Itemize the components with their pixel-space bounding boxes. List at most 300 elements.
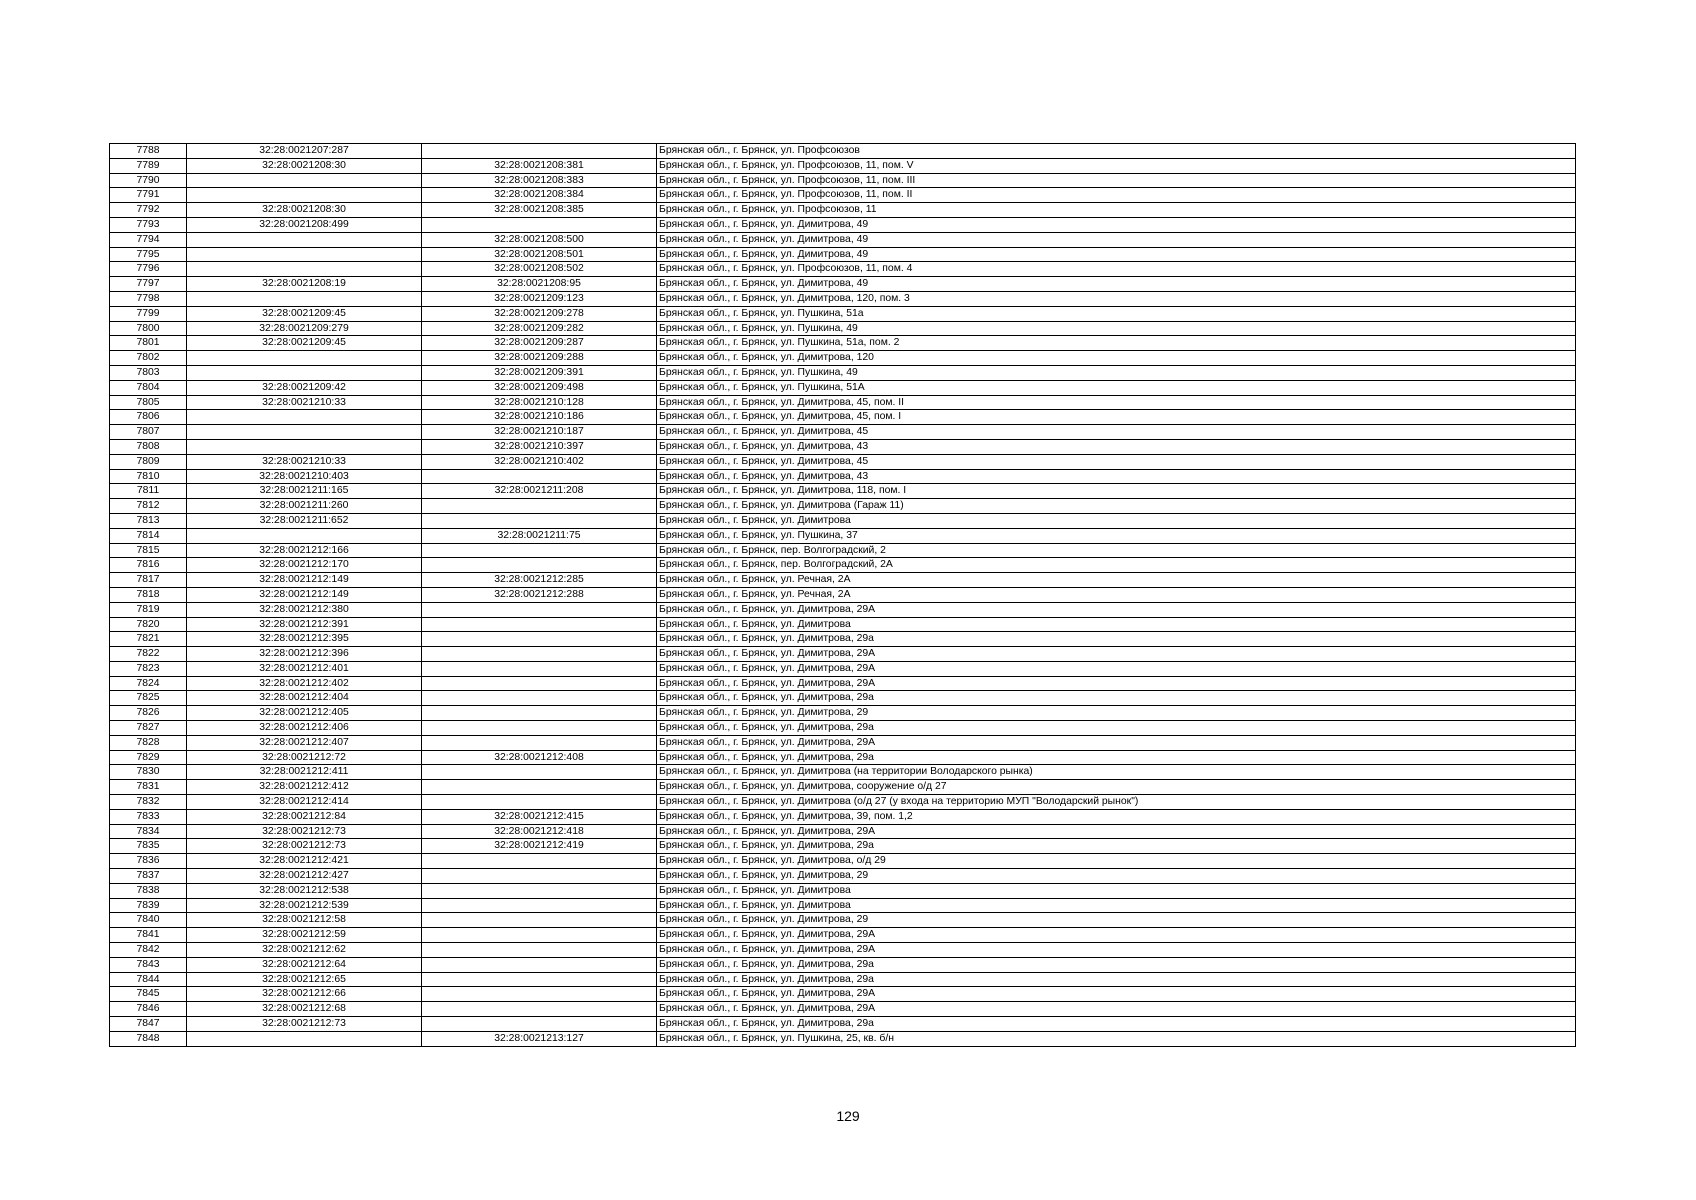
table-row <box>110 484 1576 499</box>
row-number-cell: 7846 <box>110 1002 187 1017</box>
table-row <box>110 336 1576 351</box>
row-number-cell: 7845 <box>110 987 187 1002</box>
cadastral-number-cell: 32:28:0021212:149 <box>187 573 422 588</box>
object-cadastral-number-cell <box>422 1017 657 1032</box>
row-number-cell: 7808 <box>110 439 187 454</box>
row-number-cell: 7820 <box>110 617 187 632</box>
cadastral-number-cell: 32:28:0021212:64 <box>187 957 422 972</box>
object-cadastral-number-cell: 32:28:0021208:502 <box>422 262 657 277</box>
table-row <box>110 839 1576 854</box>
object-cadastral-number-cell: 32:28:0021212:408 <box>422 750 657 765</box>
row-number-cell: 7818 <box>110 587 187 602</box>
cadastral-number-cell: 32:28:0021211:165 <box>187 484 422 499</box>
cadastral-number-cell: 32:28:0021212:166 <box>187 543 422 558</box>
cadastral-number-cell: 32:28:0021212:380 <box>187 602 422 617</box>
cadastral-number-cell: 32:28:0021212:407 <box>187 735 422 750</box>
address-cell: Брянская обл., г. Брянск, ул. Пушкина, 51А <box>657 380 1576 395</box>
row-number-cell: 7791 <box>110 188 187 203</box>
address-cell: Брянская обл., г. Брянск, ул. Димитрова, 29а <box>657 632 1576 647</box>
object-cadastral-number-cell: 32:28:0021211:75 <box>422 528 657 543</box>
object-cadastral-number-cell: 32:28:0021208:385 <box>422 203 657 218</box>
object-cadastral-number-cell <box>422 706 657 721</box>
row-number-cell: 7828 <box>110 735 187 750</box>
address-cell: Брянская обл., г. Брянск, ул. Профсоюзов, 11, пом. III <box>657 173 1576 188</box>
table-row <box>110 676 1576 691</box>
cadastral-number-cell <box>187 291 422 306</box>
address-cell: Брянская обл., г. Брянск, ул. Димитрова, 29А <box>657 647 1576 662</box>
address-cell: Брянская обл., г. Брянск, ул. Димитрова, 29А <box>657 661 1576 676</box>
row-number-cell: 7788 <box>110 144 187 159</box>
table-row <box>110 499 1576 514</box>
object-cadastral-number-cell: 32:28:0021210:397 <box>422 439 657 454</box>
object-cadastral-number-cell <box>422 543 657 558</box>
row-number-cell: 7831 <box>110 780 187 795</box>
table-row <box>110 943 1576 958</box>
table-row <box>110 144 1576 159</box>
object-cadastral-number-cell <box>422 647 657 662</box>
table-row <box>110 232 1576 247</box>
address-cell: Брянская обл., г. Брянск, ул. Димитрова, 29А <box>657 943 1576 958</box>
object-cadastral-number-cell: 32:28:0021208:381 <box>422 158 657 173</box>
object-cadastral-number-cell <box>422 558 657 573</box>
table-row <box>110 824 1576 839</box>
object-cadastral-number-cell: 32:28:0021210:128 <box>422 395 657 410</box>
cadastral-number-cell: 32:28:0021212:73 <box>187 1017 422 1032</box>
cadastral-number-cell: 32:28:0021209:42 <box>187 380 422 395</box>
cadastral-number-cell: 32:28:0021209:279 <box>187 321 422 336</box>
address-cell: Брянская обл., г. Брянск, ул. Пушкина, 37 <box>657 528 1576 543</box>
cadastral-number-cell: 32:28:0021212:412 <box>187 780 422 795</box>
row-number-cell: 7807 <box>110 425 187 440</box>
table-row <box>110 573 1576 588</box>
object-cadastral-number-cell <box>422 499 657 514</box>
address-cell: Брянская обл., г. Брянск, ул. Димитрова (о/д 27 (у входа на территорию МУП "Володарский рынок") <box>657 795 1576 810</box>
row-number-cell: 7838 <box>110 883 187 898</box>
object-cadastral-number-cell: 32:28:0021208:383 <box>422 173 657 188</box>
address-cell: Брянская обл., г. Брянск, ул. Профсоюзов <box>657 144 1576 159</box>
cadastral-number-cell: 32:28:0021212:170 <box>187 558 422 573</box>
row-number-cell: 7803 <box>110 365 187 380</box>
table-row <box>110 587 1576 602</box>
address-cell: Брянская обл., г. Брянск, ул. Димитрова, 49 <box>657 247 1576 262</box>
table-row <box>110 247 1576 262</box>
table-row <box>110 306 1576 321</box>
table-row <box>110 188 1576 203</box>
cadastral-number-cell <box>187 425 422 440</box>
object-cadastral-number-cell: 32:28:0021212:418 <box>422 824 657 839</box>
cadastral-number-cell <box>187 351 422 366</box>
table-row <box>110 1017 1576 1032</box>
cadastral-number-cell: 32:28:0021209:45 <box>187 336 422 351</box>
object-cadastral-number-cell <box>422 735 657 750</box>
object-cadastral-number-cell <box>422 1002 657 1017</box>
row-number-cell: 7826 <box>110 706 187 721</box>
object-cadastral-number-cell <box>422 721 657 736</box>
table-row <box>110 721 1576 736</box>
cadastral-number-cell: 32:28:0021212:414 <box>187 795 422 810</box>
object-cadastral-number-cell <box>422 898 657 913</box>
table-row <box>110 454 1576 469</box>
table-row <box>110 528 1576 543</box>
cadastral-number-cell <box>187 439 422 454</box>
row-number-cell: 7796 <box>110 262 187 277</box>
address-cell: Брянская обл., г. Брянск, ул. Димитрова, сооружение о/д 27 <box>657 780 1576 795</box>
address-cell: Брянская обл., г. Брянск, ул. Димитрова, 43 <box>657 439 1576 454</box>
table-row <box>110 395 1576 410</box>
table-row <box>110 647 1576 662</box>
cadastral-number-cell <box>187 232 422 247</box>
table-row <box>110 913 1576 928</box>
cadastral-number-cell: 32:28:0021210:33 <box>187 395 422 410</box>
table-row <box>110 632 1576 647</box>
address-cell: Брянская обл., г. Брянск, ул. Профсоюзов, 11, пом. 4 <box>657 262 1576 277</box>
row-number-cell: 7841 <box>110 928 187 943</box>
row-number-cell: 7819 <box>110 602 187 617</box>
object-cadastral-number-cell: 32:28:0021209:498 <box>422 380 657 395</box>
object-cadastral-number-cell: 32:28:0021208:500 <box>422 232 657 247</box>
table-row <box>110 158 1576 173</box>
row-number-cell: 7801 <box>110 336 187 351</box>
address-cell: Брянская обл., г. Брянск, ул. Речная, 2А <box>657 573 1576 588</box>
table-row <box>110 972 1576 987</box>
address-cell: Брянская обл., г. Брянск, ул. Димитрова, 45 <box>657 454 1576 469</box>
cadastral-number-cell: 32:28:0021211:652 <box>187 513 422 528</box>
cadastral-number-cell: 32:28:0021212:539 <box>187 898 422 913</box>
object-cadastral-number-cell <box>422 617 657 632</box>
cadastral-number-cell: 32:28:0021212:404 <box>187 691 422 706</box>
cadastral-number-cell: 32:28:0021212:58 <box>187 913 422 928</box>
cadastral-number-cell: 32:28:0021212:402 <box>187 676 422 691</box>
cadastral-number-cell: 32:28:0021209:45 <box>187 306 422 321</box>
row-number-cell: 7842 <box>110 943 187 958</box>
row-number-cell: 7795 <box>110 247 187 262</box>
cadastral-number-cell: 32:28:0021208:30 <box>187 203 422 218</box>
row-number-cell: 7805 <box>110 395 187 410</box>
address-cell: Брянская обл., г. Брянск, ул. Речная, 2А <box>657 587 1576 602</box>
cadastral-number-cell: 32:28:0021212:149 <box>187 587 422 602</box>
address-cell: Брянская обл., г. Брянск, ул. Димитрова, 29А <box>657 676 1576 691</box>
object-cadastral-number-cell: 32:28:0021209:282 <box>422 321 657 336</box>
row-number-cell: 7822 <box>110 647 187 662</box>
object-cadastral-number-cell <box>422 691 657 706</box>
address-cell: Брянская обл., г. Брянск, ул. Димитрова, 29а <box>657 1017 1576 1032</box>
address-cell: Брянская обл., г. Брянск, ул. Димитрова (Гараж 11) <box>657 499 1576 514</box>
row-number-cell: 7815 <box>110 543 187 558</box>
object-cadastral-number-cell: 32:28:0021209:287 <box>422 336 657 351</box>
row-number-cell: 7821 <box>110 632 187 647</box>
address-cell: Брянская обл., г. Брянск, ул. Пушкина, 49 <box>657 321 1576 336</box>
address-cell: Брянская обл., г. Брянск, ул. Димитрова, 45, пом. I <box>657 410 1576 425</box>
address-cell: Брянская обл., г. Брянск, ул. Димитрова, 29А <box>657 602 1576 617</box>
cadastral-number-cell <box>187 410 422 425</box>
row-number-cell: 7804 <box>110 380 187 395</box>
row-number-cell: 7825 <box>110 691 187 706</box>
table-row <box>110 277 1576 292</box>
object-cadastral-number-cell <box>422 602 657 617</box>
cadastral-number-cell: 32:28:0021212:73 <box>187 839 422 854</box>
object-cadastral-number-cell <box>422 469 657 484</box>
table-row <box>110 558 1576 573</box>
object-cadastral-number-cell: 32:28:0021212:288 <box>422 587 657 602</box>
row-number-cell: 7839 <box>110 898 187 913</box>
cadastral-table <box>109 143 1576 1047</box>
row-number-cell: 7811 <box>110 484 187 499</box>
row-number-cell: 7834 <box>110 824 187 839</box>
table-row <box>110 365 1576 380</box>
object-cadastral-number-cell: 32:28:0021209:288 <box>422 351 657 366</box>
row-number-cell: 7798 <box>110 291 187 306</box>
cadastral-number-cell: 32:28:0021212:59 <box>187 928 422 943</box>
address-cell: Брянская обл., г. Брянск, ул. Димитрова <box>657 513 1576 528</box>
table-row <box>110 469 1576 484</box>
table-row <box>110 765 1576 780</box>
object-cadastral-number-cell: 32:28:0021211:208 <box>422 484 657 499</box>
cadastral-number-cell: 32:28:0021208:499 <box>187 217 422 232</box>
address-cell: Брянская обл., г. Брянск, ул. Димитрова (на территории Володарского рынка) <box>657 765 1576 780</box>
table-row <box>110 217 1576 232</box>
table-row <box>110 173 1576 188</box>
table-row <box>110 869 1576 884</box>
table-row <box>110 735 1576 750</box>
address-cell: Брянская обл., г. Брянск, ул. Пушкина, 51а <box>657 306 1576 321</box>
object-cadastral-number-cell: 32:28:0021210:186 <box>422 410 657 425</box>
cadastral-number-cell: 32:28:0021211:260 <box>187 499 422 514</box>
cadastral-number-cell <box>187 1031 422 1046</box>
row-number-cell: 7835 <box>110 839 187 854</box>
cadastral-number-cell: 32:28:0021212:405 <box>187 706 422 721</box>
address-cell: Брянская обл., г. Брянск, ул. Димитрова, 49 <box>657 232 1576 247</box>
row-number-cell: 7840 <box>110 913 187 928</box>
address-cell: Брянская обл., г. Брянск, ул. Димитрова, 29А <box>657 824 1576 839</box>
cadastral-number-cell: 32:28:0021212:391 <box>187 617 422 632</box>
table-row <box>110 262 1576 277</box>
address-cell: Брянская обл., г. Брянск, ул. Димитрова <box>657 898 1576 913</box>
table-row <box>110 691 1576 706</box>
table-row <box>110 780 1576 795</box>
object-cadastral-number-cell: 32:28:0021209:123 <box>422 291 657 306</box>
object-cadastral-number-cell <box>422 883 657 898</box>
row-number-cell: 7814 <box>110 528 187 543</box>
cadastral-number-cell: 32:28:0021212:406 <box>187 721 422 736</box>
cadastral-number-cell: 32:28:0021212:401 <box>187 661 422 676</box>
row-number-cell: 7800 <box>110 321 187 336</box>
table-row <box>110 661 1576 676</box>
object-cadastral-number-cell <box>422 217 657 232</box>
cadastral-number-cell: 32:28:0021212:411 <box>187 765 422 780</box>
cadastral-number-cell: 32:28:0021212:68 <box>187 1002 422 1017</box>
address-cell: Брянская обл., г. Брянск, ул. Димитрова, 29а <box>657 972 1576 987</box>
cadastral-number-cell: 32:28:0021210:33 <box>187 454 422 469</box>
object-cadastral-number-cell <box>422 869 657 884</box>
row-number-cell: 7809 <box>110 454 187 469</box>
address-cell: Брянская обл., г. Брянск, ул. Димитрова, 120, пом. 3 <box>657 291 1576 306</box>
row-number-cell: 7837 <box>110 869 187 884</box>
row-number-cell: 7824 <box>110 676 187 691</box>
table-row <box>110 883 1576 898</box>
cadastral-number-cell: 32:28:0021207:287 <box>187 144 422 159</box>
object-cadastral-number-cell <box>422 928 657 943</box>
table-row <box>110 928 1576 943</box>
cadastral-number-cell <box>187 262 422 277</box>
object-cadastral-number-cell: 32:28:0021208:95 <box>422 277 657 292</box>
table-row <box>110 351 1576 366</box>
object-cadastral-number-cell <box>422 987 657 1002</box>
object-cadastral-number-cell <box>422 144 657 159</box>
row-number-cell: 7843 <box>110 957 187 972</box>
object-cadastral-number-cell: 32:28:0021212:419 <box>422 839 657 854</box>
row-number-cell: 7797 <box>110 277 187 292</box>
row-number-cell: 7827 <box>110 721 187 736</box>
address-cell: Брянская обл., г. Брянск, пер. Волгоградский, 2А <box>657 558 1576 573</box>
table-row <box>110 321 1576 336</box>
row-number-cell: 7792 <box>110 203 187 218</box>
table-row <box>110 898 1576 913</box>
table-row <box>110 854 1576 869</box>
table-row <box>110 602 1576 617</box>
object-cadastral-number-cell <box>422 661 657 676</box>
cadastral-number-cell: 32:28:0021212:72 <box>187 750 422 765</box>
cadastral-number-cell: 32:28:0021212:73 <box>187 824 422 839</box>
cadastral-number-cell: 32:28:0021208:30 <box>187 158 422 173</box>
row-number-cell: 7806 <box>110 410 187 425</box>
address-cell: Брянская обл., г. Брянск, ул. Димитрова, 29а <box>657 957 1576 972</box>
row-number-cell: 7789 <box>110 158 187 173</box>
row-number-cell: 7799 <box>110 306 187 321</box>
cadastral-number-cell: 32:28:0021212:538 <box>187 883 422 898</box>
cadastral-number-cell <box>187 528 422 543</box>
row-number-cell: 7816 <box>110 558 187 573</box>
row-number-cell: 7812 <box>110 499 187 514</box>
address-cell: Брянская обл., г. Брянск, ул. Димитрова, 118, пом. I <box>657 484 1576 499</box>
object-cadastral-number-cell <box>422 676 657 691</box>
object-cadastral-number-cell: 32:28:0021212:415 <box>422 809 657 824</box>
cadastral-number-cell <box>187 365 422 380</box>
object-cadastral-number-cell <box>422 972 657 987</box>
page-number: 129 <box>836 1108 860 1124</box>
row-number-cell: 7847 <box>110 1017 187 1032</box>
table-row <box>110 1002 1576 1017</box>
cadastral-number-cell <box>187 173 422 188</box>
address-cell: Брянская обл., г. Брянск, ул. Димитрова, о/д 29 <box>657 854 1576 869</box>
cadastral-number-cell: 32:28:0021212:396 <box>187 647 422 662</box>
object-cadastral-number-cell: 32:28:0021212:285 <box>422 573 657 588</box>
address-cell: Брянская обл., г. Брянск, ул. Димитрова, 29А <box>657 928 1576 943</box>
object-cadastral-number-cell: 32:28:0021208:384 <box>422 188 657 203</box>
address-cell: Брянская обл., г. Брянск, ул. Димитрова, 29а <box>657 691 1576 706</box>
cadastral-number-cell <box>187 188 422 203</box>
address-cell: Брянская обл., г. Брянск, ул. Димитрова, 29 <box>657 706 1576 721</box>
cadastral-number-cell: 32:28:0021212:421 <box>187 854 422 869</box>
address-cell: Брянская обл., г. Брянск, ул. Димитрова, 29 <box>657 869 1576 884</box>
address-cell: Брянская обл., г. Брянск, ул. Профсоюзов, 11, пом. V <box>657 158 1576 173</box>
cadastral-number-cell: 32:28:0021210:403 <box>187 469 422 484</box>
address-cell: Брянская обл., г. Брянск, ул. Димитрова, 29А <box>657 735 1576 750</box>
table-row <box>110 203 1576 218</box>
cadastral-number-cell: 32:28:0021212:66 <box>187 987 422 1002</box>
object-cadastral-number-cell <box>422 795 657 810</box>
table-row <box>110 706 1576 721</box>
row-number-cell: 7844 <box>110 972 187 987</box>
table-row <box>110 513 1576 528</box>
object-cadastral-number-cell: 32:28:0021208:501 <box>422 247 657 262</box>
address-cell: Брянская обл., г. Брянск, ул. Димитрова, 29а <box>657 721 1576 736</box>
cadastral-number-cell <box>187 247 422 262</box>
cadastral-number-cell: 32:28:0021208:19 <box>187 277 422 292</box>
object-cadastral-number-cell <box>422 632 657 647</box>
address-cell: Брянская обл., г. Брянск, ул. Димитрова, 29А <box>657 987 1576 1002</box>
row-number-cell: 7810 <box>110 469 187 484</box>
table-row <box>110 795 1576 810</box>
row-number-cell: 7794 <box>110 232 187 247</box>
address-cell: Брянская обл., г. Брянск, ул. Димитрова, 120 <box>657 351 1576 366</box>
address-cell: Брянская обл., г. Брянск, ул. Пушкина, 51а, пом. 2 <box>657 336 1576 351</box>
row-number-cell: 7836 <box>110 854 187 869</box>
cadastral-table-body <box>110 144 1576 1047</box>
object-cadastral-number-cell: 32:28:0021210:187 <box>422 425 657 440</box>
row-number-cell: 7802 <box>110 351 187 366</box>
cadastral-number-cell: 32:28:0021212:62 <box>187 943 422 958</box>
table-row <box>110 380 1576 395</box>
table-row <box>110 987 1576 1002</box>
address-cell: Брянская обл., г. Брянск, ул. Профсоюзов, 11 <box>657 203 1576 218</box>
address-cell: Брянская обл., г. Брянск, ул. Димитрова, 29А <box>657 1002 1576 1017</box>
address-cell: Брянская обл., г. Брянск, пер. Волгоградский, 2 <box>657 543 1576 558</box>
object-cadastral-number-cell <box>422 957 657 972</box>
address-cell: Брянская обл., г. Брянск, ул. Профсоюзов, 11, пом. II <box>657 188 1576 203</box>
row-number-cell: 7790 <box>110 173 187 188</box>
address-cell: Брянская обл., г. Брянск, ул. Димитрова, 29а <box>657 839 1576 854</box>
address-cell: Брянская обл., г. Брянск, ул. Димитрова, 45, пом. II <box>657 395 1576 410</box>
address-cell: Брянская обл., г. Брянск, ул. Пушкина, 49 <box>657 365 1576 380</box>
object-cadastral-number-cell: 32:28:0021209:278 <box>422 306 657 321</box>
address-cell: Брянская обл., г. Брянск, ул. Димитрова, 49 <box>657 217 1576 232</box>
cadastral-number-cell: 32:28:0021212:65 <box>187 972 422 987</box>
address-cell: Брянская обл., г. Брянск, ул. Димитрова <box>657 617 1576 632</box>
table-row <box>110 543 1576 558</box>
address-cell: Брянская обл., г. Брянск, ул. Димитрова, 29а <box>657 750 1576 765</box>
table-row <box>110 750 1576 765</box>
object-cadastral-number-cell <box>422 943 657 958</box>
object-cadastral-number-cell: 32:28:0021213:127 <box>422 1031 657 1046</box>
row-number-cell: 7832 <box>110 795 187 810</box>
row-number-cell: 7793 <box>110 217 187 232</box>
row-number-cell: 7817 <box>110 573 187 588</box>
row-number-cell: 7829 <box>110 750 187 765</box>
table-row <box>110 291 1576 306</box>
address-cell: Брянская обл., г. Брянск, ул. Димитрова <box>657 883 1576 898</box>
row-number-cell: 7848 <box>110 1031 187 1046</box>
table-row <box>110 410 1576 425</box>
object-cadastral-number-cell <box>422 854 657 869</box>
object-cadastral-number-cell <box>422 765 657 780</box>
object-cadastral-number-cell: 32:28:0021209:391 <box>422 365 657 380</box>
cadastral-number-cell: 32:28:0021212:395 <box>187 632 422 647</box>
row-number-cell: 7830 <box>110 765 187 780</box>
object-cadastral-number-cell <box>422 913 657 928</box>
cadastral-number-cell: 32:28:0021212:427 <box>187 869 422 884</box>
table-row <box>110 425 1576 440</box>
table-row <box>110 1031 1576 1046</box>
table-row <box>110 809 1576 824</box>
address-cell: Брянская обл., г. Брянск, ул. Пушкина, 25, кв. б/н <box>657 1031 1576 1046</box>
row-number-cell: 7813 <box>110 513 187 528</box>
address-cell: Брянская обл., г. Брянск, ул. Димитрова, 45 <box>657 425 1576 440</box>
table-row <box>110 957 1576 972</box>
address-cell: Брянская обл., г. Брянск, ул. Димитрова, 29 <box>657 913 1576 928</box>
address-cell: Брянская обл., г. Брянск, ул. Димитрова, 43 <box>657 469 1576 484</box>
object-cadastral-number-cell <box>422 513 657 528</box>
row-number-cell: 7833 <box>110 809 187 824</box>
